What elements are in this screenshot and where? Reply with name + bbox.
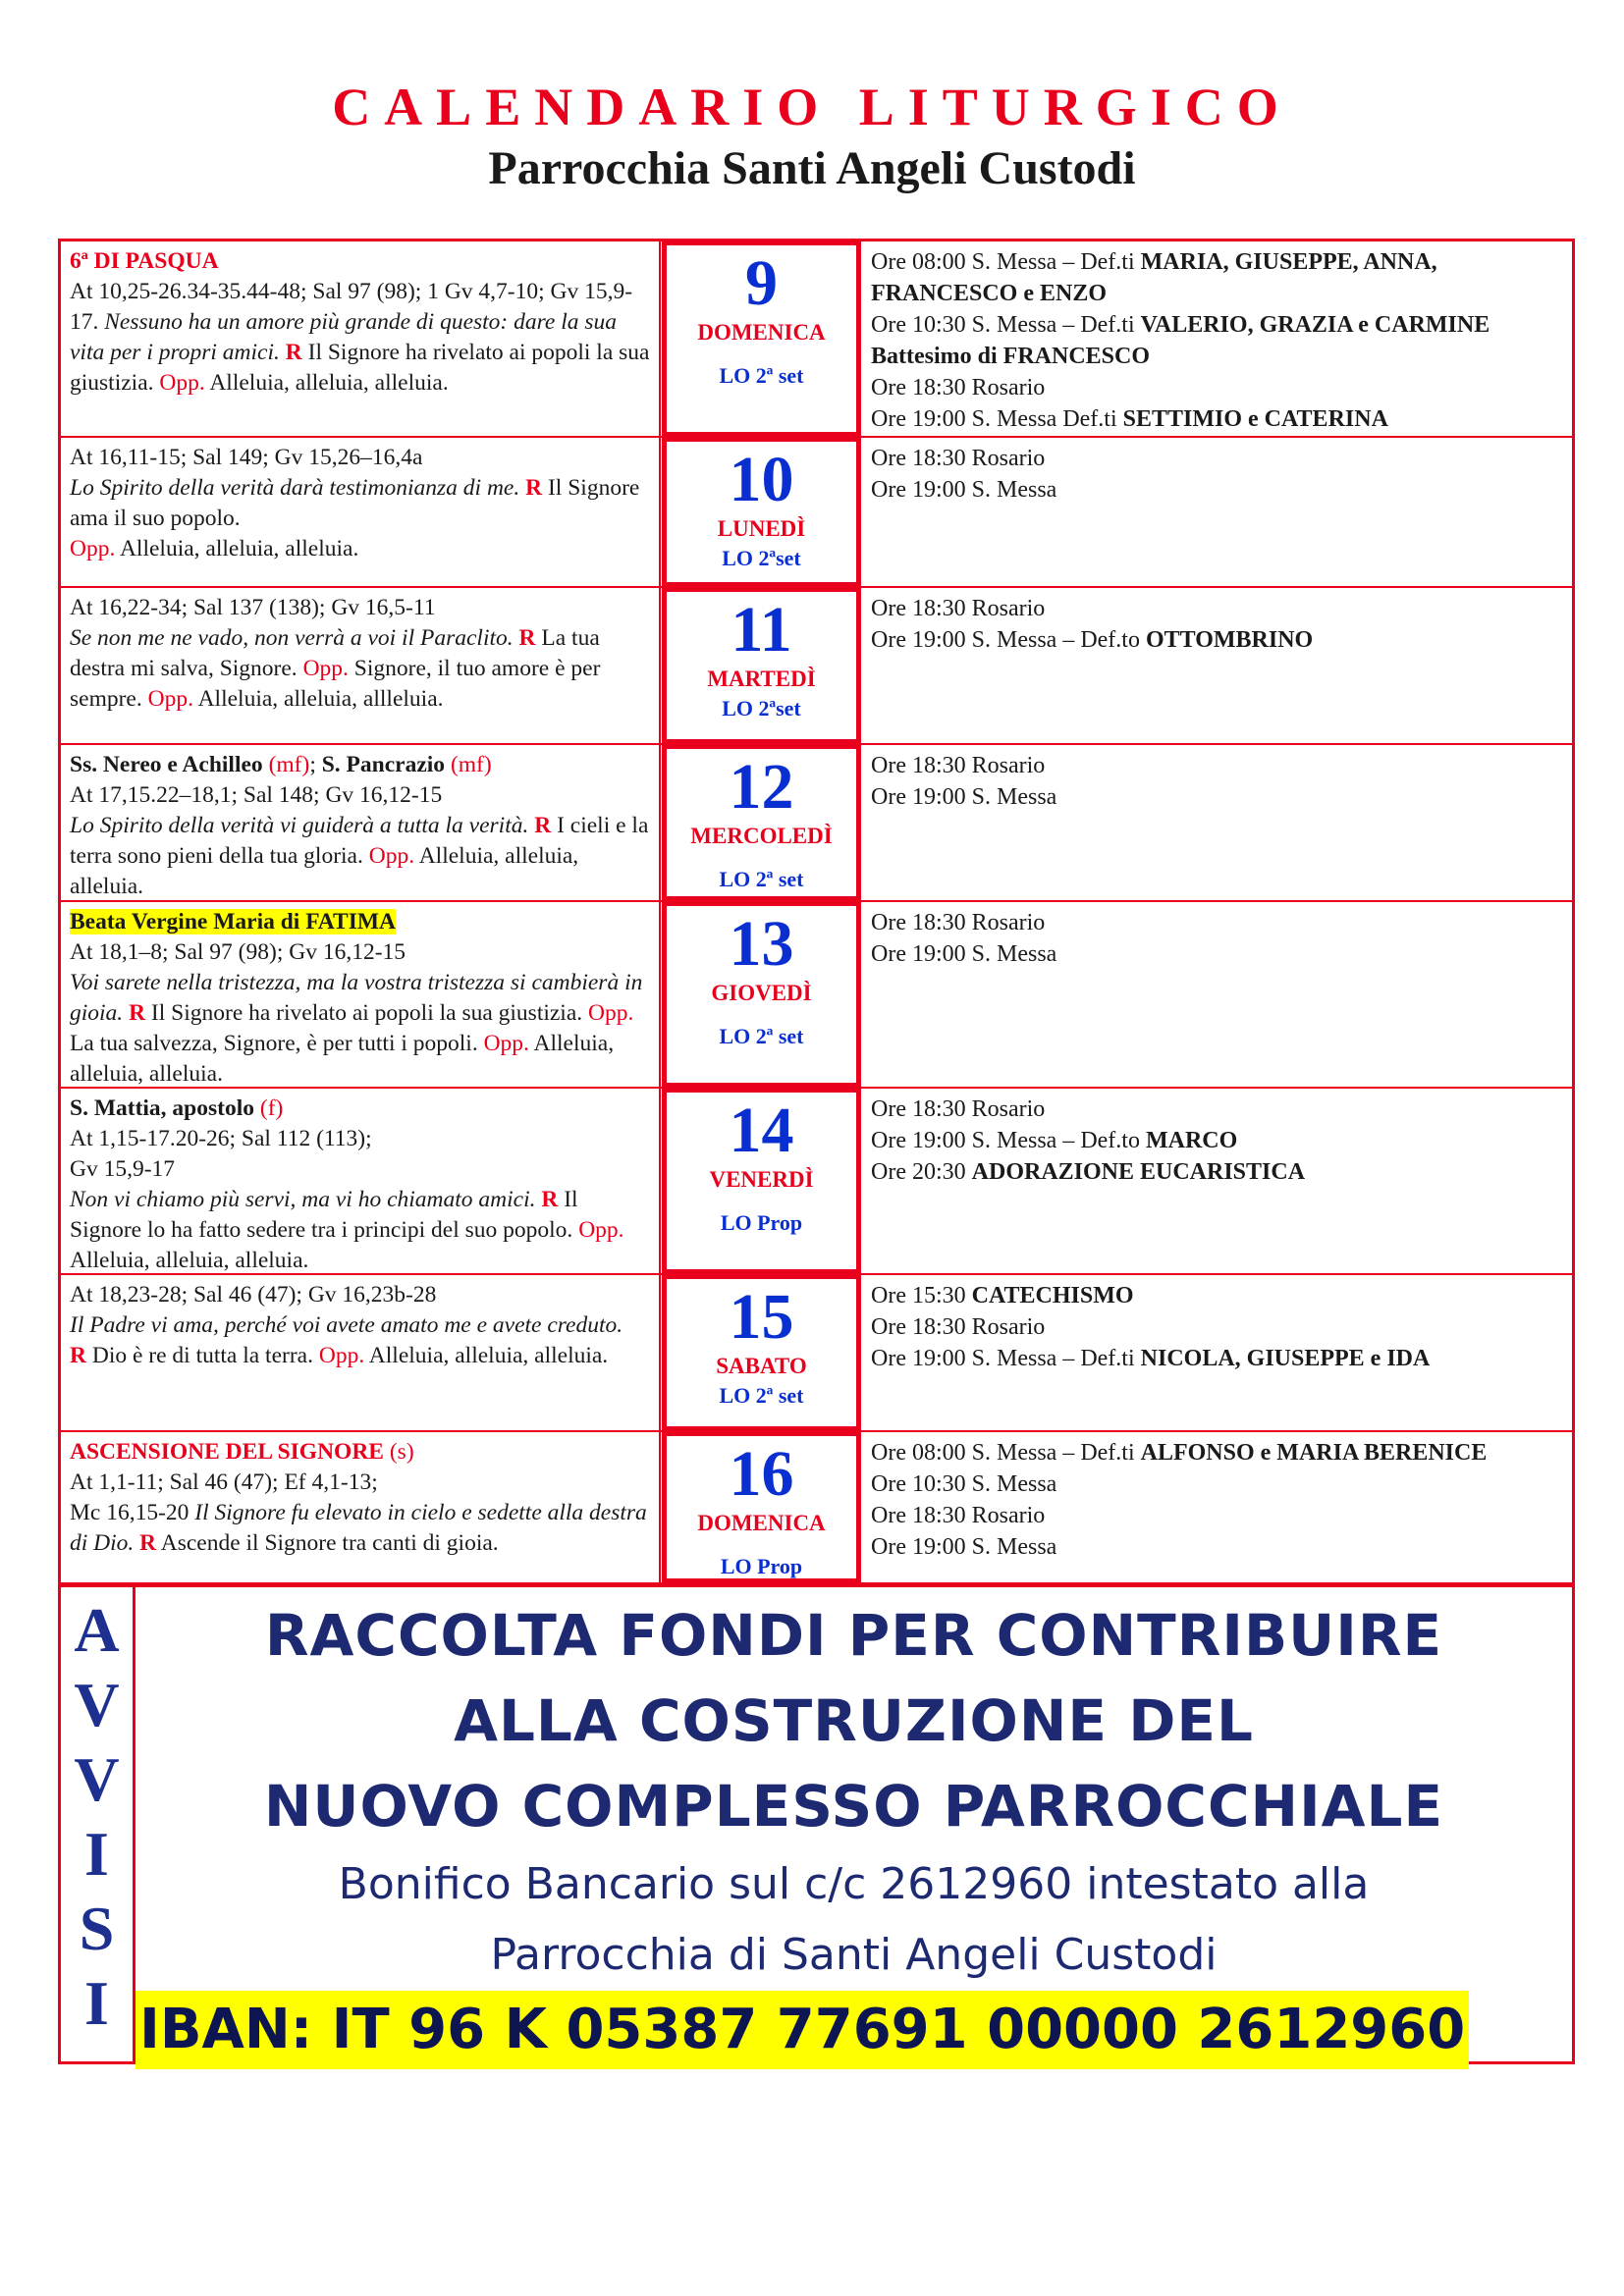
- mass-item: Ore 18:30 Rosario: [871, 1503, 1046, 1528]
- feast-rank: (s): [389, 1439, 414, 1465]
- feast-title: 6ª DI PASQUA: [70, 248, 219, 274]
- iban-code: IBAN: IT 96 K 05387 77691 00000 2612960: [135, 1991, 1469, 2069]
- day-name: DOMENICA: [697, 1511, 826, 1535]
- response-label: R: [525, 475, 543, 501]
- response-text: Il Signore ama il suo popolo.: [70, 475, 640, 531]
- fundraising-heading-line: NUOVO COMPLESSO PARROCCHIALE: [263, 1773, 1444, 1840]
- liturgy-week-label: LO 2ªset: [722, 546, 801, 570]
- readings-citations: At 1,1-11; Sal 46 (47); Ef 4,1-13;: [70, 1469, 378, 1495]
- fundraising-heading-line: ALLA COSTRUZIONE DEL: [454, 1687, 1254, 1754]
- date-cell: [662, 1088, 861, 1274]
- readings-cell: Ss. Nereo e Achilleo (mf); S. Pancrazio (mf) At 17,15.22–18,1; Sal 148; Gv 16,12-15 Lo Spirito della verità vi guiderà a tutta la verità. R I cieli e la terra sono pieni della tua gloria. Opp. Alleluia, alleluia, alleluia.: [61, 745, 661, 900]
- liturgy-week-label: LO 2ª set: [719, 363, 804, 388]
- calendar-row-day-12: [61, 745, 1572, 902]
- date-cell: [662, 1274, 861, 1431]
- parish-subtitle: Parrocchia Santi Angeli Custodi: [488, 142, 1136, 194]
- day-number: 11: [731, 594, 792, 666]
- antiphon-text: Alleluia, alleluia, alleluia.: [368, 1343, 609, 1368]
- gospel-quote: Non vi chiamo più servi, ma vi ho chiamato amici.: [70, 1187, 536, 1212]
- date-cell: [662, 587, 861, 744]
- day-name: DOMENICA: [697, 320, 826, 345]
- day-number: 12: [729, 751, 794, 823]
- mass-item: Ore 19:00 S. Messa: [871, 477, 1057, 503]
- calendar-row-day-16: [61, 1432, 1572, 1582]
- liturgy-week-label: LO 2ªset: [722, 696, 801, 721]
- antiphon-label: Opp.: [368, 843, 415, 869]
- antiphon-text: Alleluia, alleluia, alleluia.: [70, 1031, 615, 1087]
- calendar-row-day-14: [61, 1089, 1572, 1275]
- calendar-row-day-11: [61, 588, 1572, 745]
- antiphon-text: Alleluia, alleluia, alleluia.: [70, 843, 579, 899]
- liturgy-week-label: LO Prop: [720, 1210, 803, 1235]
- mass-item: Ore 19:00 S. Messa: [871, 1534, 1057, 1560]
- antiphon-text: Alleluia, alleluia, allleluia.: [197, 686, 444, 712]
- saints-rank: (mf): [268, 752, 310, 777]
- mass-item: Ore 20:30 ADORAZIONE EUCARISTICA: [871, 1159, 1306, 1185]
- masses-cell: [861, 1275, 1572, 1430]
- calendar-row-day-9: [61, 241, 1572, 438]
- mass-item: Ore 18:30 Rosario: [871, 375, 1046, 400]
- masses-cell: [861, 1432, 1572, 1582]
- day-name: GIOVEDÌ: [711, 981, 812, 1005]
- calendar-row-day-10: [61, 438, 1572, 588]
- antiphon-label: Opp.: [318, 1343, 365, 1368]
- antiphon-text: Signore, il tuo amore è per sempre.: [70, 656, 601, 712]
- day-name: SABATO: [716, 1354, 807, 1378]
- readings-cell: [61, 588, 661, 743]
- day-number: 9: [745, 247, 778, 319]
- masses-cell: [861, 902, 1572, 1087]
- readings-cell: [61, 241, 661, 436]
- antiphon-label: Opp.: [70, 536, 116, 561]
- readings-citations: At 16,11-15; Sal 149; Gv 15,26–16,4a: [70, 445, 423, 470]
- masses-cell: [861, 745, 1572, 900]
- day-name: VENERDÌ: [709, 1167, 814, 1192]
- response-text: Ascende il Signore tra canti di gioia.: [160, 1530, 499, 1556]
- saints-rank: (mf): [450, 752, 492, 777]
- calendar-row-day-15: [61, 1275, 1572, 1432]
- day-name: MERCOLEDÌ: [690, 824, 833, 848]
- mass-item: Ore 19:00 S. Messa – Def.to OTTOMBRINO: [871, 627, 1314, 653]
- gospel-quote: Voi sarete nella tristezza, ma la vostra tristezza si cambierà in gioia.: [70, 970, 643, 1026]
- liturgy-week-label: LO 2ª set: [719, 1383, 804, 1408]
- day-number: 15: [729, 1281, 794, 1353]
- bank-transfer-note: Parrocchia di Santi Angeli Custodi: [490, 1930, 1218, 1980]
- avvisi-vertical-label: [61, 1587, 135, 2061]
- readings-cell: [61, 902, 661, 1087]
- mass-item: Ore 18:30 Rosario: [871, 1096, 1046, 1122]
- mass-item: Ore 08:00 S. Messa – Def.ti MARIA, GIUSEPPE, ANNA, FRANCESCO e ENZO: [871, 249, 1437, 306]
- response-label: R: [285, 340, 302, 365]
- iban-row: [135, 1991, 1572, 2069]
- saints-name: S. Pancrazio: [321, 752, 446, 777]
- avvisi-letter: V: [74, 1670, 120, 1739]
- readings-citations: At 18,23-28; Sal 46 (47); Gv 16,23b-28: [70, 1282, 437, 1308]
- mass-item: Ore 10:30 S. Messa – Def.ti VALERIO, GRAZIA e CARMINE Battesimo di FRANCESCO: [871, 312, 1490, 369]
- response-label: R: [534, 813, 552, 838]
- gospel-quote: Lo Spirito della verità darà testimonianza di me.: [70, 475, 520, 501]
- date-cell: [662, 1431, 861, 1583]
- response-text: La tua destra mi salva, Signore.: [70, 625, 600, 681]
- gospel-quote: Se non me ne vado, non verrà a voi il Paraclito.: [70, 625, 514, 651]
- masses-cell: [861, 438, 1572, 586]
- feast-title: Beata Vergine Maria di FATIMA: [70, 909, 397, 934]
- readings-citations: At 17,15.22–18,1; Sal 148; Gv 16,12-15: [70, 782, 443, 808]
- day-number: 14: [729, 1095, 794, 1166]
- saints-name: Ss. Nereo e Achilleo: [70, 752, 263, 777]
- bank-transfer-note: Bonifico Bancario sul c/c 2612960 intestato alla: [338, 1859, 1370, 1909]
- mass-item: Ore 10:30 S. Messa: [871, 1471, 1057, 1497]
- antiphon-label: Opp.: [483, 1031, 529, 1056]
- gospel-quote: Il Signore fu elevato in cielo e sedette alla destra di Dio.: [70, 1500, 647, 1556]
- day-number: 13: [729, 908, 794, 980]
- fundraising-heading-line: RACCOLTA FONDI PER CONTRIBUIRE: [264, 1602, 1443, 1669]
- day-name: MARTEDÌ: [707, 667, 816, 691]
- calendar-row-day-13: [61, 902, 1572, 1089]
- feast-title: ASCENSIONE DEL SIGNORE: [70, 1439, 384, 1465]
- antiphon-label: Opp.: [302, 656, 349, 681]
- mass-item: Ore 18:30 Rosario: [871, 446, 1046, 471]
- day-number: 10: [729, 444, 794, 515]
- avvisi-letter: I: [84, 1819, 109, 1889]
- avvisi-letter: S: [79, 1894, 115, 1963]
- mass-item: Ore 19:00 S. Messa Def.ti SETTIMIO e CATERINA: [871, 406, 1388, 432]
- mass-item: Ore 19:00 S. Messa: [871, 784, 1057, 810]
- response-label: R: [129, 1000, 146, 1026]
- readings-citations: At 1,15-17.20-26; Sal 112 (113);: [70, 1126, 372, 1151]
- mass-item: Ore 15:30 CATECHISMO: [871, 1283, 1134, 1308]
- avvisi-box: [58, 1584, 1575, 2064]
- avvisi-letter: V: [74, 1744, 120, 1814]
- date-cell: [662, 744, 861, 901]
- liturgy-week-label: LO 2ª set: [719, 867, 804, 891]
- readings-cell: [61, 438, 661, 586]
- readings-citations: At 16,22-34; Sal 137 (138); Gv 16,5-11: [70, 595, 436, 620]
- response-text: Il Signore ha rivelato ai popoli la sua giustizia.: [150, 1000, 583, 1026]
- gospel-quote: Lo Spirito della verità vi guiderà a tutta la verità.: [70, 813, 529, 838]
- mass-item: Ore 18:30 Rosario: [871, 1314, 1046, 1340]
- mass-item: Ore 19:00 S. Messa: [871, 941, 1057, 967]
- antiphon-label: Opp.: [147, 686, 193, 712]
- masses-cell: [861, 1089, 1572, 1273]
- mass-item: Ore 18:30 Rosario: [871, 910, 1046, 935]
- readings-cell: [61, 1275, 661, 1430]
- antiphon-text: Alleluia, alleluia, alleluia.: [209, 370, 449, 396]
- antiphon-label: Opp.: [578, 1217, 624, 1243]
- saints-rank: (f): [259, 1095, 284, 1121]
- antiphon-text: Alleluia, alleluia, alleluia.: [70, 1248, 309, 1273]
- readings-citations: Gv 15,9-17: [70, 1156, 176, 1182]
- avvisi-letter: I: [84, 1968, 109, 2038]
- liturgical-calendar-table: [58, 239, 1575, 1585]
- readings-cell: [61, 1089, 661, 1273]
- readings-citations: Mc 16,15-20: [70, 1500, 189, 1525]
- readings-citations: At 10,25-26.34-35.44-48; Sal 97 (98); 1 Gv 4,7-10; Gv 15,9-17.: [70, 279, 633, 335]
- calendar-title: CALENDARIO LITURGICO: [332, 78, 1292, 136]
- masses-cell: [861, 241, 1572, 436]
- response-label: R: [70, 1343, 86, 1368]
- mass-item: Ore 19:00 S. Messa – Def.ti NICOLA, GIUSEPPE e IDA: [871, 1346, 1431, 1371]
- antiphon-text: Alleluia, alleluia, alleluia.: [119, 536, 359, 561]
- mass-item: Ore 18:30 Rosario: [871, 596, 1046, 621]
- day-number: 16: [729, 1438, 794, 1510]
- mass-item: Ore 19:00 S. Messa – Def.to MARCO: [871, 1128, 1238, 1153]
- antiphon-label: Opp.: [159, 370, 205, 396]
- response-label: R: [518, 625, 536, 651]
- date-cell: [662, 437, 861, 587]
- response-label: R: [139, 1530, 157, 1556]
- response-text: I cieli e la terra sono pieni della tua gloria.: [70, 813, 649, 869]
- response-text: Il Signore ha rivelato ai popoli la sua giustizia.: [70, 340, 650, 396]
- avvisi-content: [135, 1587, 1572, 2061]
- date-cell: [662, 240, 861, 437]
- mass-item: Ore 08:00 S. Messa – Def.ti ALFONSO e MARIA BERENICE: [871, 1440, 1488, 1466]
- liturgy-week-label: LO 2ª set: [719, 1024, 804, 1048]
- readings-cell: [61, 1432, 661, 1582]
- liturgy-week-label: LO Prop: [720, 1554, 803, 1578]
- antiphon-text: La tua salvezza, Signore, è per tutti i popoli.: [70, 1031, 478, 1056]
- readings-citations: At 18,1–8; Sal 97 (98); Gv 16,12-15: [70, 939, 406, 965]
- gospel-quote: Nessuno ha un amore più grande di questo: dare la sua vita per i propri amici.: [70, 309, 618, 365]
- avvisi-letter: A: [74, 1595, 120, 1665]
- mass-item: Ore 18:30 Rosario: [871, 753, 1046, 778]
- day-name: LUNEDÌ: [717, 516, 806, 541]
- antiphon-label: Opp.: [588, 1000, 634, 1026]
- date-cell: [662, 901, 861, 1088]
- gospel-quote: Il Padre vi ama, perché voi avete amato me e avete creduto.: [70, 1312, 623, 1338]
- saints-name: S. Mattia, apostolo: [70, 1095, 254, 1121]
- response-label: R: [541, 1187, 559, 1212]
- masses-cell: [861, 588, 1572, 743]
- response-text: Dio è re di tutta la terra.: [91, 1343, 313, 1368]
- response-text: Il Signore lo ha fatto sedere tra i principi del suo popolo.: [70, 1187, 578, 1243]
